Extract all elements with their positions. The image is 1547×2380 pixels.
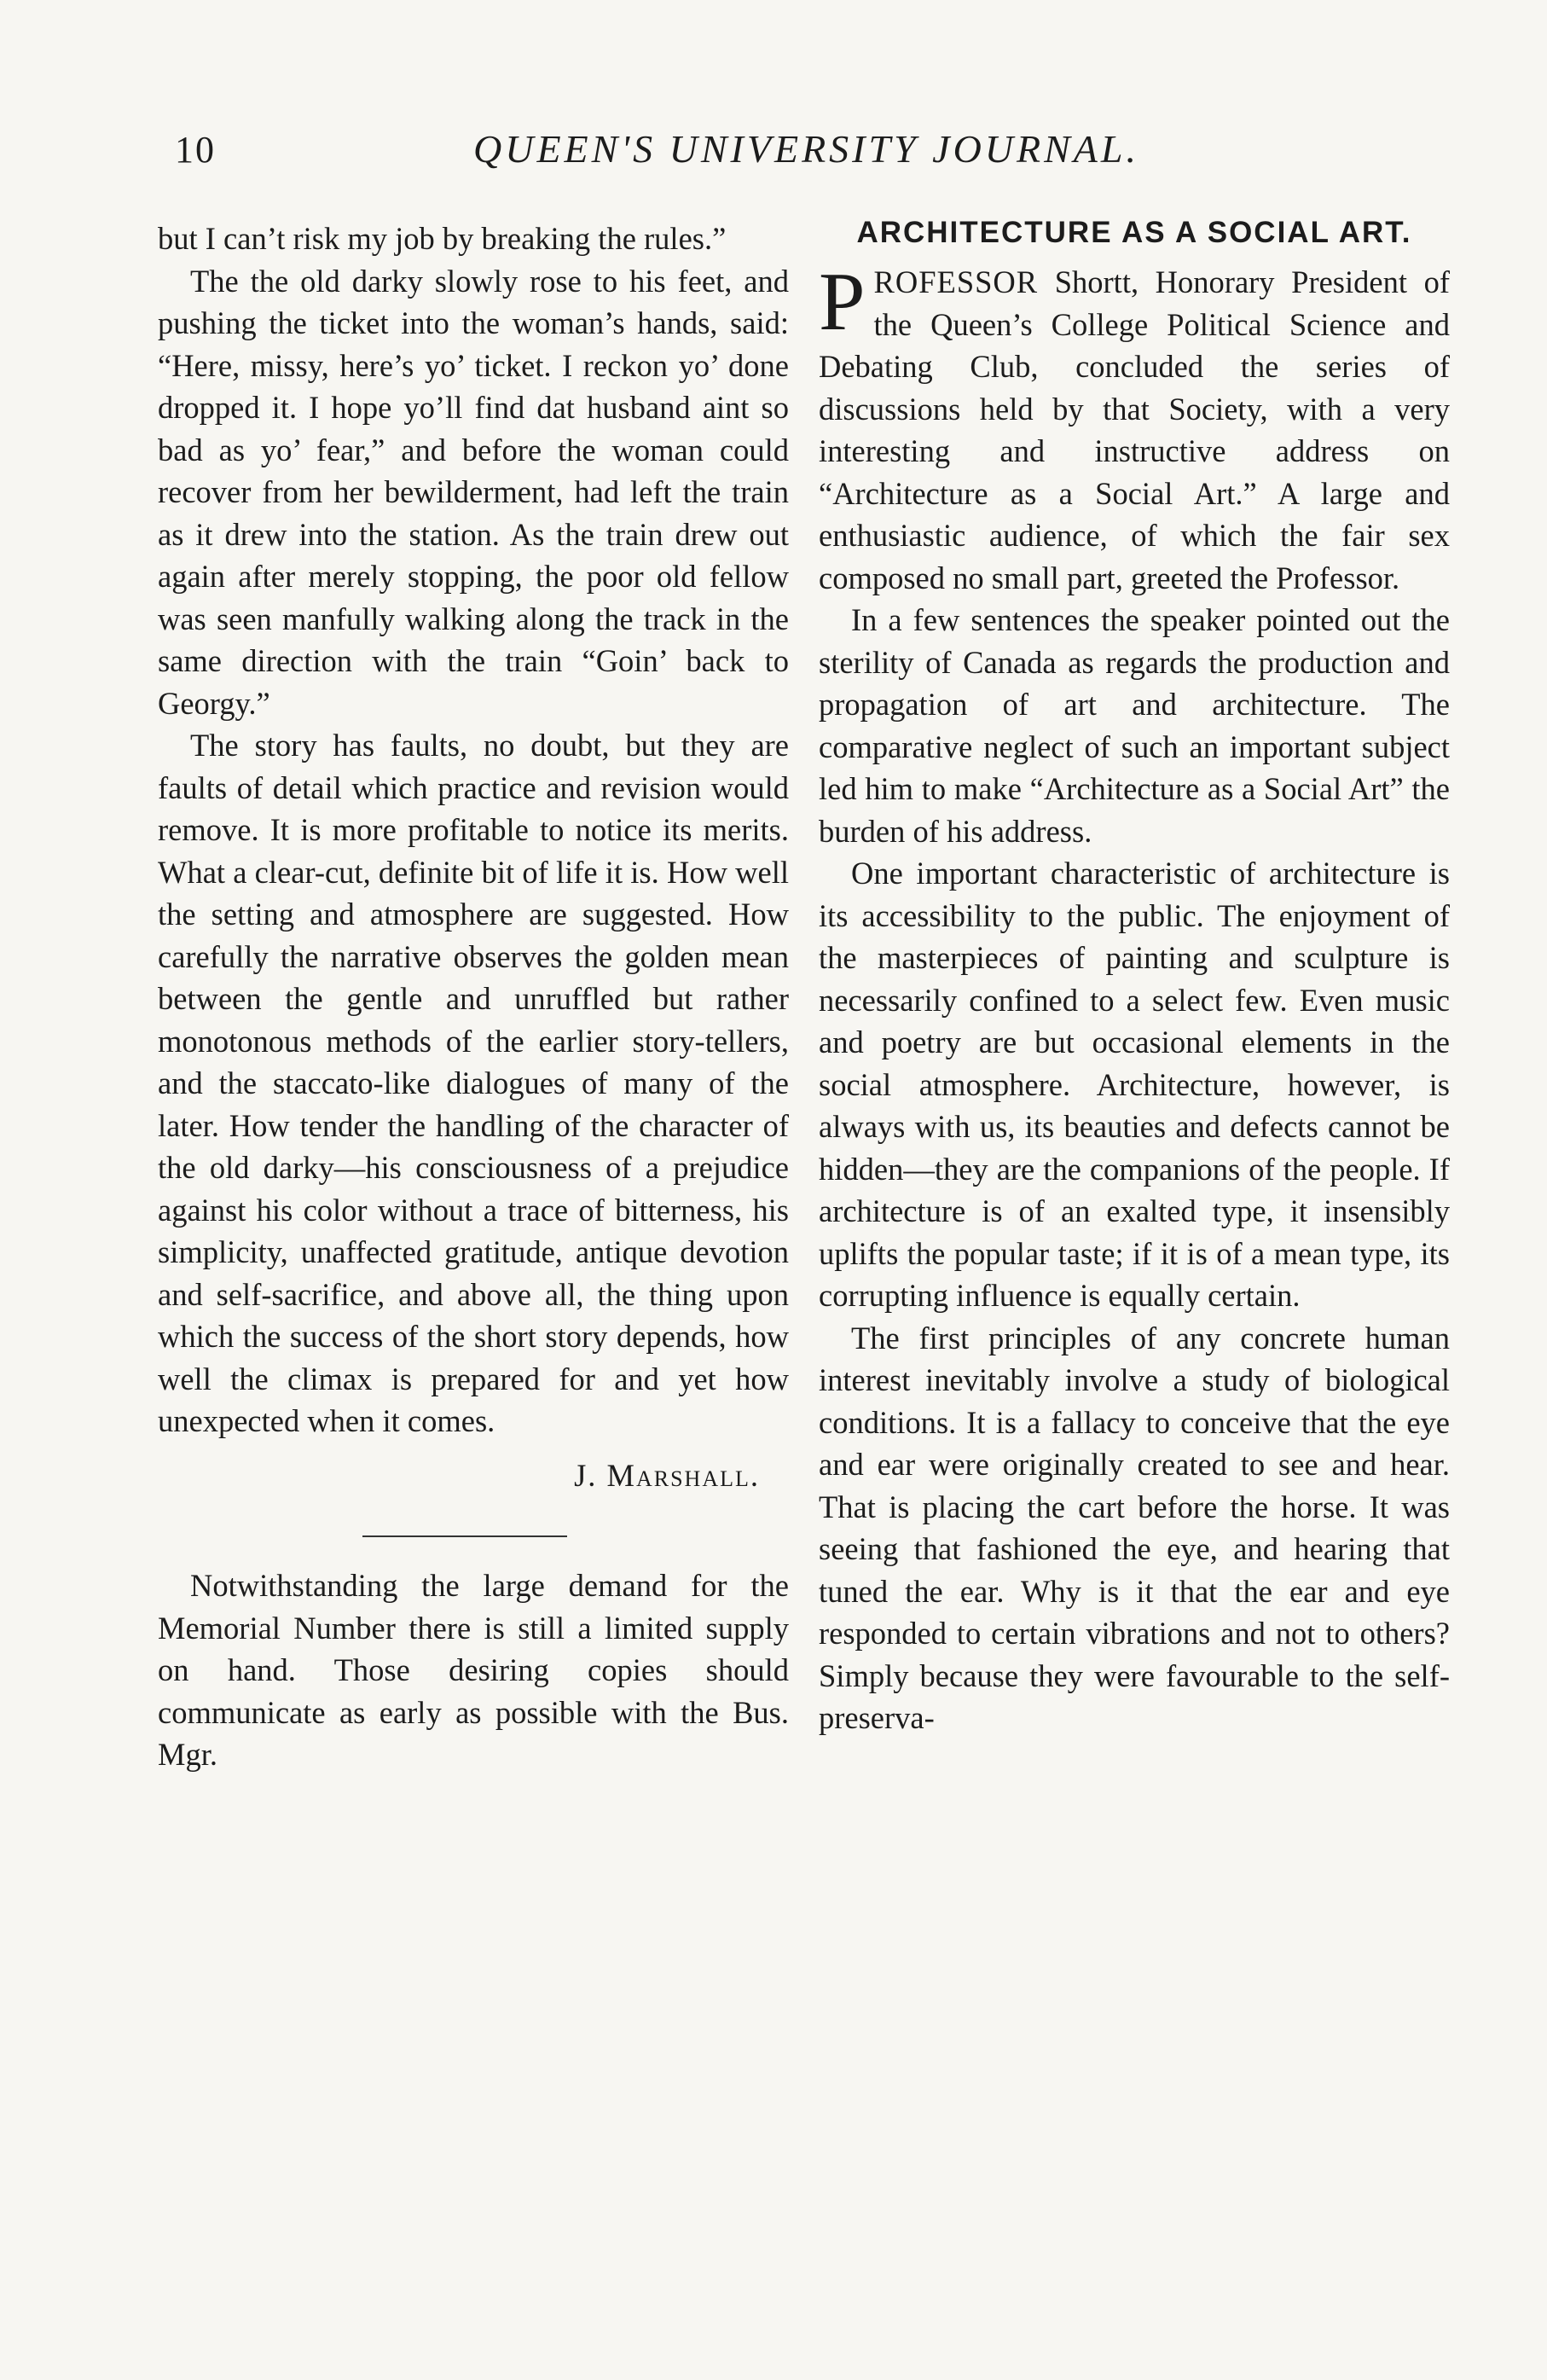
article-heading: ARCHITECTURE AS A SOCIAL ART.: [856, 216, 1412, 249]
paragraph: but I can’t risk my job by breaking the rules.”: [158, 221, 727, 256]
paragraph: One important characteristic of architecture is its accessibility to the public. The enjoyment of the masterpieces of painting and sculpture is necessarily confined to a select few. Even music and poetry are but occasional elements in the social atmosphere. Architecture, however, is always with us, its beauties and defects cannot be hidden—they are the companions of the people. If architecture is of an exalted type, it insensibly uplifts the popular taste; if it is of a mean type, its corrupting influence is equally certain.: [819, 856, 1450, 1313]
lead-word: ROFESSOR: [873, 264, 1039, 299]
first-paragraph-text: Shortt, Honorary President of the Queen’s College Political Science and Debating Club, concluded the series of discussions held by that Society, with a very interesting and instructive address on “Architecture as a Social Art.” A large and enthusiastic audience, of which the fair sex composed no small part, greeted the Professor.: [819, 264, 1450, 595]
memorial-number-notice: Notwithstanding the large demand for the Memorial Number there is still a limited supply on hand. Those desiring copies should communicate as early as possible with the Bus. Mgr.: [158, 1568, 789, 1772]
first-paragraph: [819, 256, 1450, 599]
right-column: [819, 213, 1450, 1739]
page-number: 10: [175, 129, 216, 171]
paragraph: In a few sentences the speaker pointed out the sterility of Canada as regards the production and propagation of art and architecture. The comparative neglect of such an important subject led him to make “Architecture as a Social Art” the burden of his address.: [819, 602, 1450, 849]
paragraph: The the old darky slowly rose to his feet, and pushing the ticket into the woman’s hands, said: “Here, missy, here’s yo’ ticket. I reckon yo’ done dropped it. I hope yo’ll find dat husband aint so bad as yo’ fear,” and before the woman could recover from her bewilderment, had left the train as it drew into the station. As the train drew out again after merely stopping, the poor old fellow was seen manfully walking along the track in the same direction with the train “Goin’ back to Georgy.”: [158, 263, 789, 721]
paragraph: The first principles of any concrete human interest inevitably involve a study of biological conditions. It is a fallacy to conceive that the eye and ear were originally created to see and hear. That is placing the cart before the horse. It was seeing that fashioned the eye, and hearing that tuned the ear. Why is it that the ear and eye responded to certain vibrations and not to others? Simply because they were favourable to the self-preserva-: [819, 1320, 1450, 1735]
paragraph: The story has faults, no doubt, but they are faults of detail which practice and revision would remove. It is more profitable to notice its merits. What a clear-cut, definite bit of life it is. How well the setting and atmosphere are suggested. How carefully the narrative observes the golden mean between the gentle and unruffled but rather monotonous methods of the earlier story-tellers, and the staccato-like dialogues of many of the later. How tender the handling of the character of the old darky—his consciousness of a prejudice against his color without a trace of bitterness, his simplicity, unaffected gratitude, antique devotion and self-sacrifice, and above all, the thing upon which the success of the short story depends, how well the climax is prepared for and yet how unexpected when it comes.: [158, 728, 789, 1438]
section-divider: [362, 1535, 567, 1537]
journal-title: QUEEN'S UNIVERSITY JOURNAL.: [473, 127, 1139, 171]
left-column: [158, 218, 789, 1776]
drop-cap: P: [819, 256, 866, 348]
author-signature: J. Marshall.: [574, 1457, 760, 1493]
